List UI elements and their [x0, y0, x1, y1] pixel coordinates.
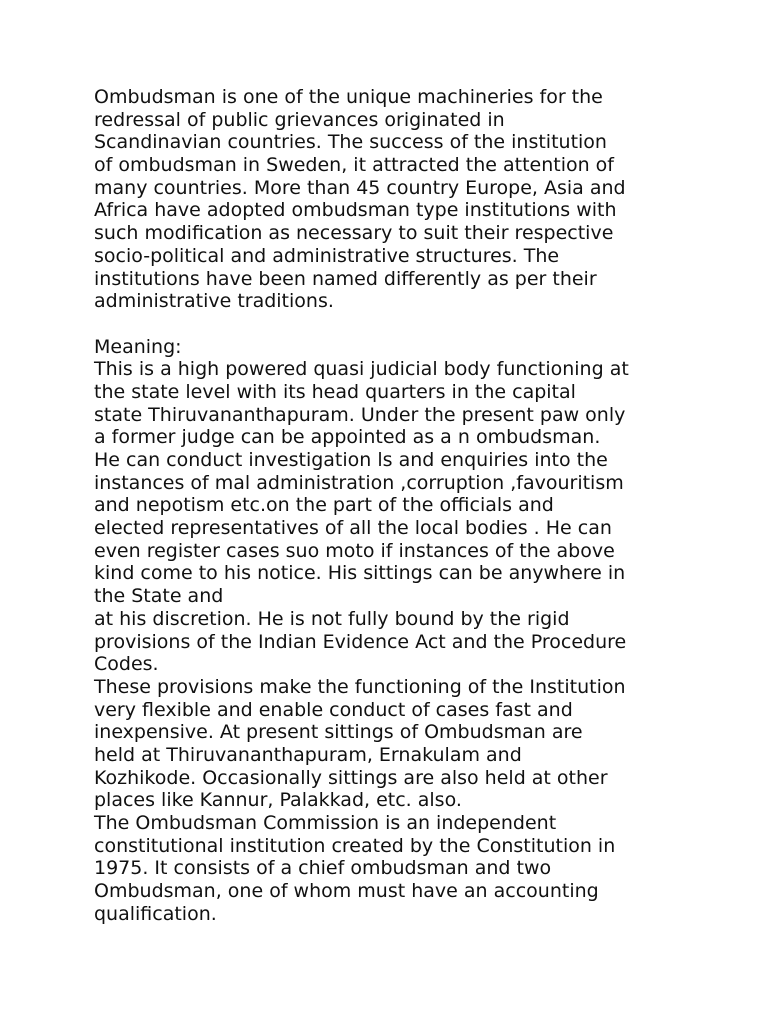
- paragraph-commission: [94, 812, 694, 925]
- text-line: socio-political and administrative structures. The: [94, 244, 560, 267]
- heading-meaning: Meaning:: [94, 335, 182, 358]
- text-line: a former judge can be appointed as a n ombudsman.: [94, 426, 601, 449]
- text-line: elected representatives of all the local bodies . He can: [94, 517, 612, 540]
- text-line: The Ombudsman Commission is an independent: [94, 812, 557, 834]
- text-line: These provisions make the functioning of the Institution: [94, 675, 626, 698]
- paragraph-provisions: [94, 676, 694, 812]
- document-page: [94, 86, 694, 925]
- text-line: held at Thiruvananthapuram, Ernakulam and: [94, 743, 522, 766]
- text-line: He can conduct investigation ls and enquiries into the: [94, 449, 608, 471]
- text-line: kind come to his notice. His sittings can be anywhere in: [94, 562, 626, 585]
- text-line: qualification.: [94, 902, 217, 925]
- text-line: provisions of the Indian Evidence Act and the Procedure: [94, 630, 627, 653]
- text-line: institutions have been named differently as per their: [94, 267, 597, 290]
- paragraph-meaning: [94, 358, 694, 676]
- text-line: state Thiruvananthapuram. Under the present paw only: [94, 403, 626, 426]
- text-line: and nepotism etc.on the part of the officials and: [94, 494, 554, 517]
- text-line: even register cases suo moto if instances of the above: [94, 539, 615, 562]
- text-line: Scandinavian countries. The success of the institution: [94, 131, 607, 154]
- text-line: Ombudsman, one of whom must have an accounting: [94, 880, 599, 903]
- blank-line: [94, 313, 694, 336]
- text-line: 1975. It consists of a chief ombudsman and two: [94, 857, 552, 880]
- text-line: Codes.: [94, 653, 159, 676]
- paragraph-intro: [94, 86, 694, 313]
- text-line: redressal of public grievances originated in: [94, 108, 505, 131]
- text-line: places like Kannur, Palakkad, etc. also.: [94, 789, 462, 812]
- text-line: very flexible and enable conduct of cases fast and: [94, 698, 573, 721]
- text-line: inexpensive. At present sittings of Ombudsman are: [94, 721, 583, 744]
- text-line: constitutional institution created by the Constitution in: [94, 834, 616, 857]
- text-line: such modification as necessary to suit their respective: [94, 222, 614, 245]
- text-line: instances of mal administration ,corruption ,favouritism: [94, 471, 624, 494]
- text-line: at his discretion. He is not fully bound by the rigid: [94, 607, 570, 630]
- text-line: many countries. More than 45 country Europe, Asia and: [94, 176, 626, 199]
- text-line: Kozhikode. Occasionally sittings are also held at other: [94, 766, 608, 789]
- text-line: Ombudsman is one of the unique machineries for the: [94, 86, 603, 108]
- text-line: Africa have adopted ombudsman type institutions with: [94, 199, 617, 222]
- text-line: the State and: [94, 585, 224, 608]
- text-line: administrative traditions.: [94, 290, 334, 313]
- text-line: of ombudsman in Sweden, it attracted the attention of: [94, 154, 614, 177]
- text-line: This is a high powered quasi judicial body functioning at: [94, 358, 629, 381]
- text-line: the state level with its head quarters in the capital: [94, 380, 576, 403]
